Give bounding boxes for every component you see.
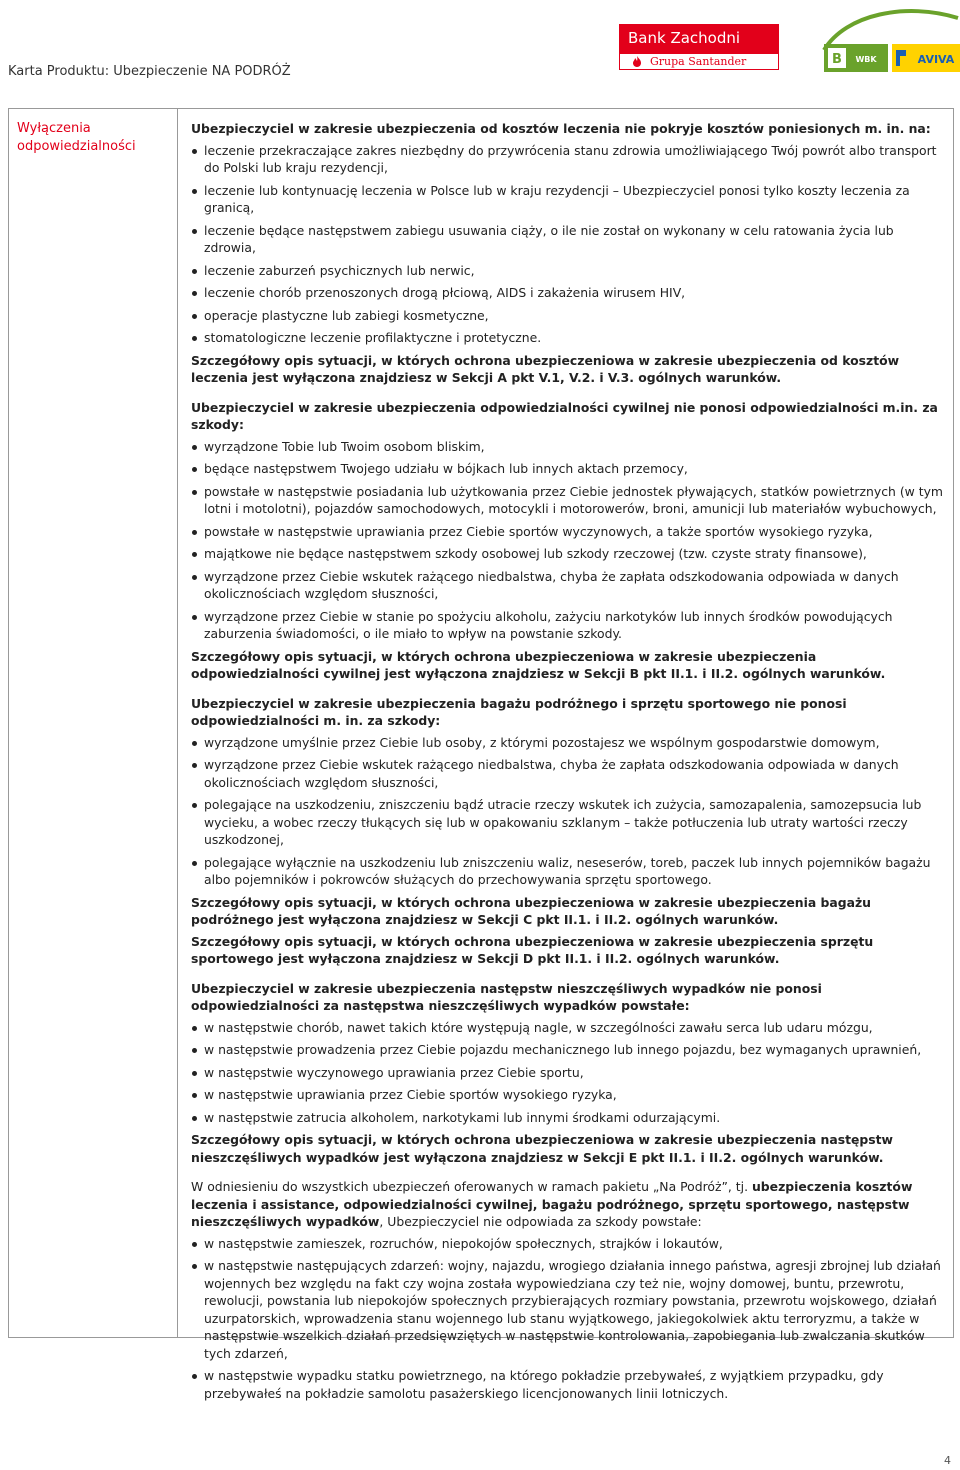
luggage-note: Szczegółowy opis sytuacji, w których ochrona ubezpieczeniowa w zakresie ubezpieczenia bagażu podróżnego jest wyłączona znajdziesz w Sekcji C pkt II.1. i II.2. ogólnych warunków. <box>191 894 872 927</box>
list-item: wyrządzone przez Ciebie wskutek rażącego niedbalstwa, chyba że zapłata odszkodowania odpowiada w danych okolicznościach względom słuszności, <box>191 756 946 791</box>
medical-list <box>191 142 946 347</box>
document-title: Karta Produktu: Ubezpieczenie NA PODRÓŻ <box>8 64 291 79</box>
partner-logo-graphic <box>816 6 960 82</box>
accidents-list <box>191 1019 946 1127</box>
bank-logo-group: Grupa Santander <box>619 53 779 70</box>
list-item: będące następstwem Twojego udziału w bójkach lub innych aktach przemocy, <box>191 460 946 478</box>
list-item: leczenie chorób przenoszonych drogą płciową, AIDS i zakażenia wirusem HIV, <box>191 284 946 302</box>
list-item: leczenie przekraczające zakres niezbędny do przywrócenia stanu zdrowia umożliwiającego Twój powrót albo transport do Polski lub kraju rezydencji, <box>191 142 946 177</box>
list-item: w następstwie uprawiania przez Ciebie sportów wysokiego ryzyka, <box>191 1086 946 1104</box>
medical-intro: Ubezpieczyciel w zakresie ubezpieczenia od kosztów leczenia nie pokryje kosztów poniesionych m. in. na: <box>191 121 931 136</box>
list-item: polegające wyłącznie na uszkodzeniu lub zniszczeniu waliz, neseserów, toreb, paczek lub innych pojemników bagażu albo pojemników i pokrowców służących do przechowywania sprzętu sportowego. <box>191 854 946 889</box>
list-item: w następstwie prowadzenia przez Ciebie pojazdu mechanicznego lub innego pojazdu, bez wymaganych uprawnień, <box>191 1041 946 1059</box>
general-intro-bold: ubezpieczenia kosztów leczenia i assistance, odpowiedzialności cywilnej, bagażu podróżnego, sprzętu sportowego, następstw nieszczęśliwych wypadków <box>191 1179 913 1229</box>
accidents-note: Szczegółowy opis sytuacji, w których ochrona ubezpieczeniowa w zakresie ubezpieczenia następstw nieszczęśliwych wypadków jest wyłączona znajdziesz w Sekcji E pkt II.1. i II.2. ogólnych warunków. <box>191 1132 894 1165</box>
list-item: leczenie zaburzeń psychicznych lub nerwic, <box>191 262 946 280</box>
list-item: wyrządzone Tobie lub Twoim osobom bliskim, <box>191 438 946 456</box>
general-intro <box>191 1178 946 1231</box>
sports-equipment-note: Szczegółowy opis sytuacji, w których ochrona ubezpieczeniowa w zakresie ubezpieczenia sprzętu sportowego jest wyłączona znajdziesz w Sekcji D pkt II.1. i II.2. ogólnych warunków. <box>191 933 874 966</box>
bank-logo-name: Bank Zachodni <box>619 24 779 53</box>
list-item: leczenie będące następstwem zabiegu usuwania ciąży, o ile nie został on wykonany w celu ratowania życia lub zdrowia, <box>191 222 946 257</box>
page-number: 4 <box>944 1454 951 1467</box>
section-label: Wyłączenia odpowiedzialności <box>17 121 136 154</box>
liability-intro: Ubezpieczyciel w zakresie ubezpieczenia odpowiedzialności cywilnej nie ponosi odpowiedzialności m.in. za szkody: <box>191 399 938 432</box>
luggage-intro: Ubezpieczyciel w zakresie ubezpieczenia bagażu podróżnego i sprzętu sportowego nie ponosi odpowiedzialności m. in. za szkody: <box>191 695 847 728</box>
list-item: powstałe w następstwie uprawiania przez Ciebie sportów wyczynowych, a także sportów wysokiego ryzyka, <box>191 523 946 541</box>
luggage-list <box>191 734 946 889</box>
liability-note: Szczegółowy opis sytuacji, w których ochrona ubezpieczeniowa w zakresie ubezpieczenia odpowiedzialności cywilnej jest wyłączona znajdziesz w Sekcji B pkt II.1. i II.2. ogólnych warunków. <box>191 648 886 681</box>
list-item: w następstwie wyczynowego uprawiania przez Ciebie sportu, <box>191 1064 946 1082</box>
general-intro-part2: , Ubezpieczyciel nie odpowiada za szkody powstałe: <box>379 1214 702 1229</box>
label-column <box>9 109 178 1337</box>
partner-logo-wbk: WBK <box>855 55 877 64</box>
list-item: stomatologiczne leczenie profilaktyczne i protetyczne. <box>191 329 946 347</box>
list-item: wyrządzone umyślnie przez Ciebie lub osoby, z którymi pozostajesz we wspólnym gospodarstwie domowym, <box>191 734 946 752</box>
flame-icon <box>631 56 643 67</box>
list-item: w następstwie wypadku statku powietrznego, na którego pokładzie przebywałeś, z wyjątkiem przypadku, gdy przebywałeś na pokładzie samolotu pasażerskiego licencjonowanych linii lotniczych. <box>191 1367 946 1402</box>
accidents-intro: Ubezpieczyciel w zakresie ubezpieczenia następstw nieszczęśliwych wypadków nie ponosi odpowiedzialności za następstwa nieszczęśliwych wypadków powstałe: <box>191 980 822 1013</box>
list-item: wyrządzone przez Ciebie wskutek rażącego niedbalstwa, chyba że zapłata odszkodowania odpowiada w danych okolicznościach względom słuszności, <box>191 568 946 603</box>
bank-logo <box>619 24 779 70</box>
list-item: wyrządzone przez Ciebie w stanie po spożyciu alkoholu, zażyciu narkotyków lub innych środków powodujących zaburzenia świadomości, o ile miało to wpływ na powstanie szkody. <box>191 608 946 643</box>
list-item: operacje plastyczne lub zabiegi kosmetyczne, <box>191 307 946 325</box>
liability-list <box>191 438 946 643</box>
exclusions-content <box>191 120 946 1407</box>
svg-text:B: B <box>832 52 842 67</box>
medical-note: Szczegółowy opis sytuacji, w których ochrona ubezpieczeniowa w zakresie ubezpieczenia od kosztów leczenia jest wyłączona znajdziesz w Sekcji A pkt V.1, V.2. i V.3. ogólnych warunków. <box>191 352 900 385</box>
list-item: w następstwie chorób, nawet takich które występują nagle, w szczególności zawału serca lub udaru mózgu, <box>191 1019 946 1037</box>
general-list <box>191 1235 946 1403</box>
list-item: w następstwie zamieszek, rozruchów, niepokojów społecznych, strajków i lokautów, <box>191 1235 946 1253</box>
list-item: w następstwie zatrucia alkoholem, narkotykami lub innymi środkami odurzającymi. <box>191 1109 946 1127</box>
list-item: powstałe w następstwie posiadania lub użytkowania przez Ciebie jednostek pływających, statków powietrznych (w tym lotni i motolotni), pojazdów samochodowych, motocykli i motorowerów, broni, amunicji lub materiałów wybuchowych, <box>191 483 946 518</box>
general-intro-part1: W odniesieniu do wszystkich ubezpieczeń oferowanych w ramach pakietu „Na Podróż”, tj. <box>191 1179 752 1194</box>
list-item: polegające na uszkodzeniu, zniszczeniu bądź utracie rzeczy wskutek ich zużycia, samozapalenia, samozepsucia lub wycieku, a wobec rzeczy tłukących się lub w opakowaniu szklanym – także potłuczenia lub utraty wartości rzeczy uszkodzonej, <box>191 796 946 849</box>
list-item: majątkowe nie będące następstwem szkody osobowej lub szkody rzeczowej (tzw. czyste straty finansowe), <box>191 545 946 563</box>
list-item: leczenie lub kontynuację leczenia w Polsce lub w kraju rezydencji – Ubezpieczyciel ponosi tylko koszty leczenia za granicą, <box>191 182 946 217</box>
partner-logo-aviva: AVIVA <box>917 53 955 66</box>
list-item: w następstwie następujących zdarzeń: wojny, najazdu, wrogiego działania innego państwa, agresji zbrojnej lub działań wojennych bez względu na fakt czy wojna została wypowiedziana czy też nie, wojny domowej, buntu, przewrotu, rewolucji, powstania lub niepokojów społecznych przybierających rozmiary powstania, przewrotu wojskowego, działań uzurpatorskich, wprowadzenia stanu wojennego lub stanu wyjątkowego, jakiegokolwiek aktu terroryzmu, a także w następstwie wszelkich działań przedsięwziętych w następstwie kontrolowania, zapobiegania lub zwalczania skutków tych zdarzeń, <box>191 1257 946 1362</box>
exclusions-table <box>8 108 954 1401</box>
partner-logo <box>816 6 960 82</box>
